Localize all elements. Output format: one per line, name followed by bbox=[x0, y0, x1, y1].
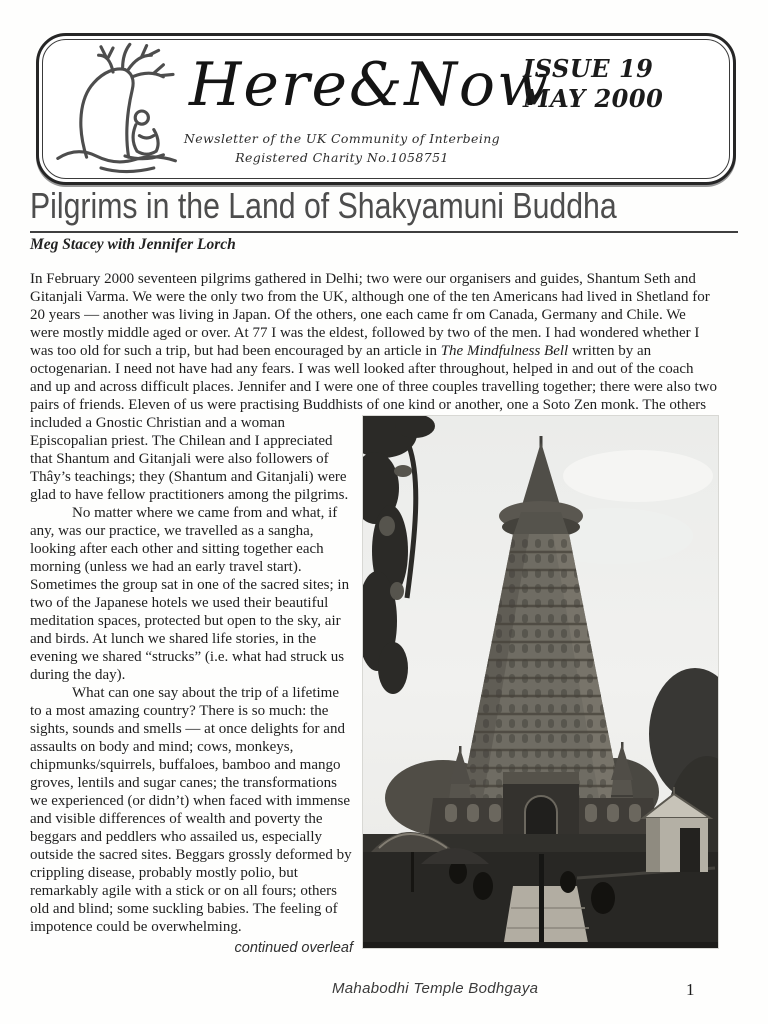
article-headline: Pilgrims in the Land of Shakyamuni Buddha bbox=[30, 185, 617, 226]
masthead bbox=[36, 33, 736, 185]
page-number: 1 bbox=[686, 980, 695, 999]
issue-number: ISSUE 19 bbox=[523, 54, 654, 83]
article-body bbox=[30, 270, 718, 957]
article-section bbox=[30, 186, 718, 957]
paragraph-2: No matter where we came from and what, if any, was our practice, we travelled as a sangha, looking after each other and sitting together each morning (unless we had an early travel start). Sometimes the group sat in one of the sacred sites; in two of the Japanese hotels we used their beautiful meditation spaces, protected but open to the sky, air and birds. At lunch we shared life stories, in the evening we shared “strucks” (i.e. what had struck us during the day). bbox=[30, 505, 350, 683]
paragraph-1 bbox=[30, 270, 718, 504]
headline-rule bbox=[30, 231, 738, 233]
mahabodhi-temple-photo bbox=[363, 416, 718, 948]
continued-note: continued overleaf bbox=[234, 940, 353, 956]
paragraph-1-text-cont: written by an octogenarian. I need not have had any fears. I was well looked after throughout, helped in and out of the coach and up and across difficult places. Jennifer and I were one of three couples travelling together; there were also two pairs of friends. Eleven of us were practising Buddhists of one kind or another, one a Soto Zen monk. The others included a Gnostic Christian and a bbox=[30, 343, 717, 431]
paragraph-1-text: In February 2000 seventeen pilgrims gathered in Delhi; two were our organisers and guides, Shantum Seth and Gitanjali Varma. We were the only two from the UK, although one of the ten Americans had lived in Shetland for 20 years — another was living in Japan. Of the others, one each came fr om Canada, Germany and Chile. We were mostly middle aged or over. At 77 I was the eldest, followed by two of the men. I had wondered whether I was too old for such a trip, but had been encouraged by an article in bbox=[30, 271, 710, 359]
issue-date: MAY 2000 bbox=[523, 84, 664, 113]
paragraph-3: What can one say about the trip of a lifetime to a most amazing country? There is so much: the sights, sounds and smells — at once delights for and assaults on body and mind; cows, monkeys, chipmunks/squirrels, buffaloes, bamboo and mango groves, lentils and sugar canes; the transformations we experienced (or didn’t) when faced with immense and visible differences of wealth and poverty the beggars and peddlers who assailed us, especially outside the sacred sites. Beggars grossly deformed by crippling disease, probably mostly polio, but remarkably agile with a stick or on all fours; others old and blind; some suckling babies. The feeling of impotence could be overwhelming. bbox=[30, 685, 352, 935]
newsletter-subtitle: Newsletter of the UK Community of Interbeing bbox=[183, 131, 501, 146]
masthead-subtitle bbox=[0, 129, 689, 167]
issue-block bbox=[523, 54, 663, 114]
newsletter-title: Here&Now bbox=[189, 50, 551, 120]
photo-caption: Mahabodhi Temple Bodhgaya bbox=[332, 980, 539, 997]
article-byline: Meg Stacey with Jennifer Lorch bbox=[30, 236, 236, 253]
paragraph-1-text-wrapped: woman Episcopalian priest. The Chilean and I appreciated that Shantum and Gitanjali were also followers of Thây’s teachings; they (Shantum and Gitanjali) were glad to have fellow practitioners among the pilgrims. bbox=[30, 415, 349, 503]
charity-number: Registered Charity No.1058751 bbox=[235, 150, 449, 165]
italic-title-mindfulness-bell: The Mindfulness Bell bbox=[440, 343, 569, 359]
